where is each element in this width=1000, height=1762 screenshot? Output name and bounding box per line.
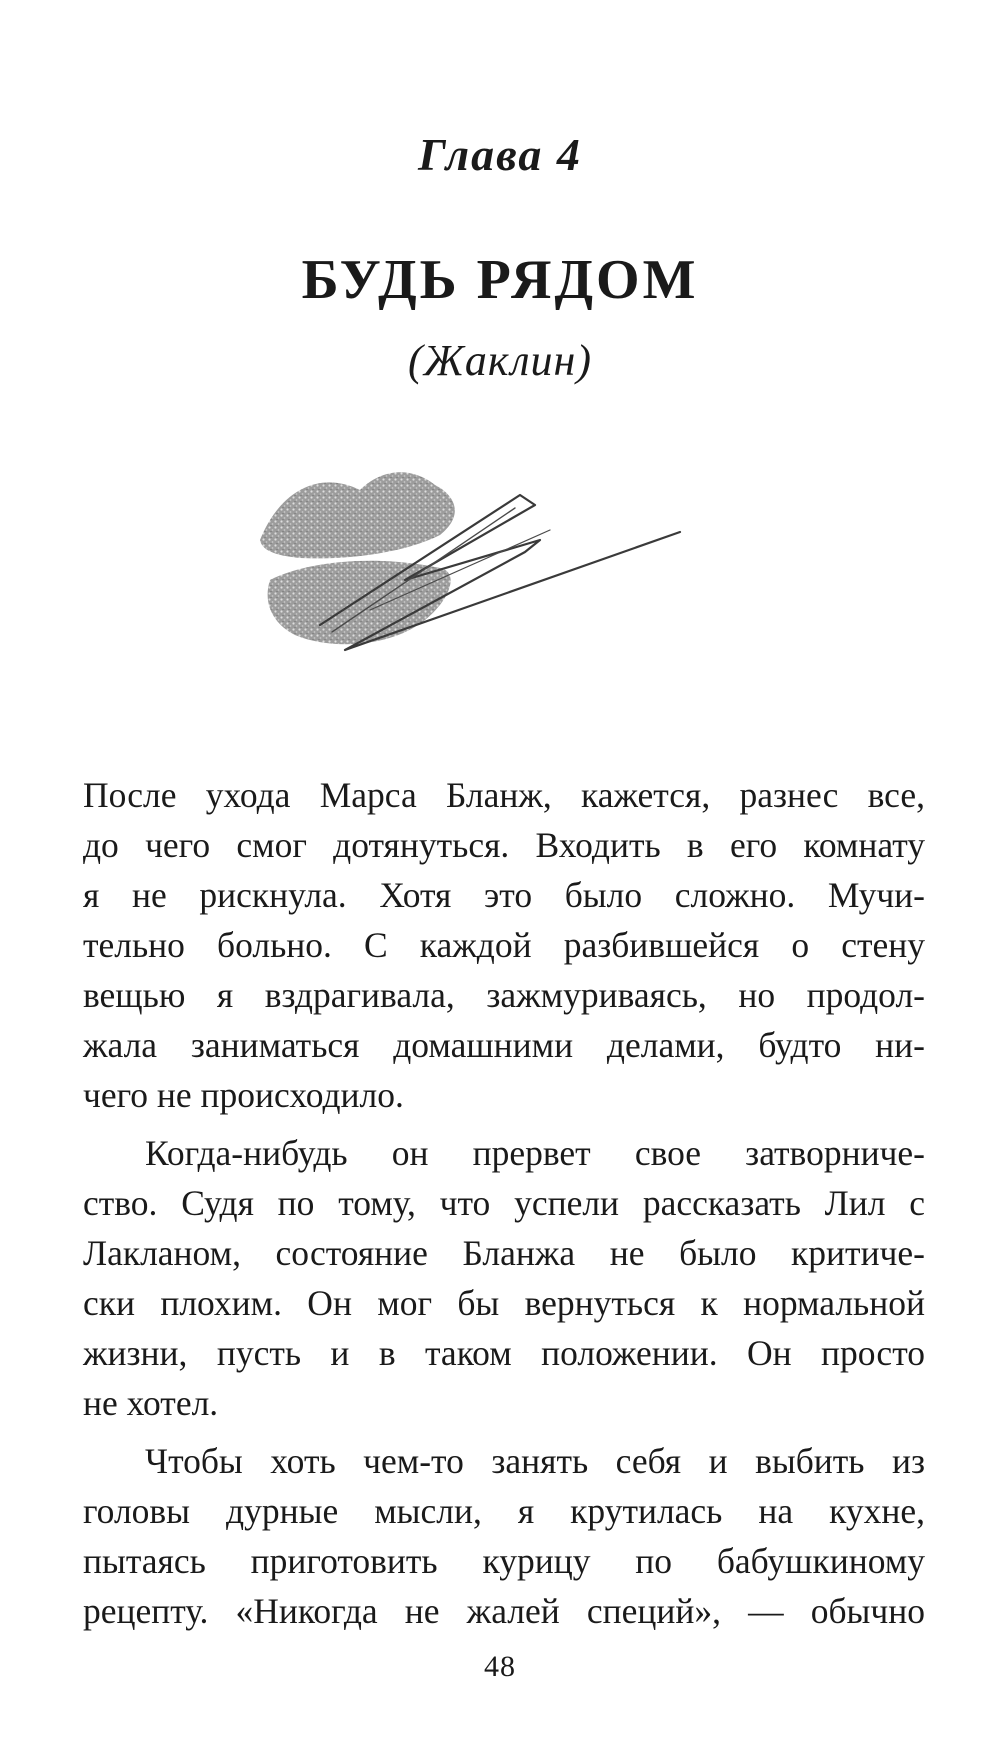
text-line: Когда-нибудь он прервет свое затворниче- [145, 1133, 925, 1173]
text-line: жала заниматься домашними делами, будто ни- [83, 1025, 925, 1065]
text-line: до чего смог дотянуться. Входить в его комнату [83, 825, 925, 865]
text-line: вещью я вздрагивала, зажмуриваясь, но продол- [83, 975, 925, 1015]
page-number: 48 [484, 1650, 516, 1683]
chapter-title: БУДЬ РЯДОМ [301, 249, 699, 311]
lipstick-kiss-with-signature-icon [250, 460, 750, 700]
text-line: ски плохим. Он мог бы вернуться к нормальной [83, 1283, 925, 1323]
text-line: ство. Судя по тому, что успели рассказать Лил с [83, 1183, 925, 1223]
chapter-subtitle: (Жаклин) [407, 336, 593, 385]
text-line: После ухода Марса Бланж, кажется, разнес все, [83, 775, 925, 815]
text-line: я не рискнула. Хотя это было сложно. Мучи- [83, 875, 925, 915]
text-line: Лакланом, состояние Бланжа не было критиче- [83, 1233, 925, 1273]
text-line: головы дурные мысли, я крутилась на кухне, [83, 1491, 925, 1531]
text-line: Чтобы хоть чем-то занять себя и выбить из [145, 1441, 925, 1481]
chapter-body-text [83, 770, 925, 1636]
text-line: не хотел. [83, 1383, 219, 1423]
text-line: пытаясь приготовить курицу по бабушкиному [83, 1541, 925, 1581]
chapter-label: Глава 4 [418, 129, 582, 180]
text-line: рецепту. «Никогда не жалей специй», — обычно [83, 1591, 925, 1631]
text-line: тельно больно. С каждой разбившейся о стену [83, 925, 925, 965]
text-line: жизни, пусть и в таком положении. Он просто [83, 1333, 925, 1373]
text-line: чего не происходило. [83, 1075, 404, 1115]
